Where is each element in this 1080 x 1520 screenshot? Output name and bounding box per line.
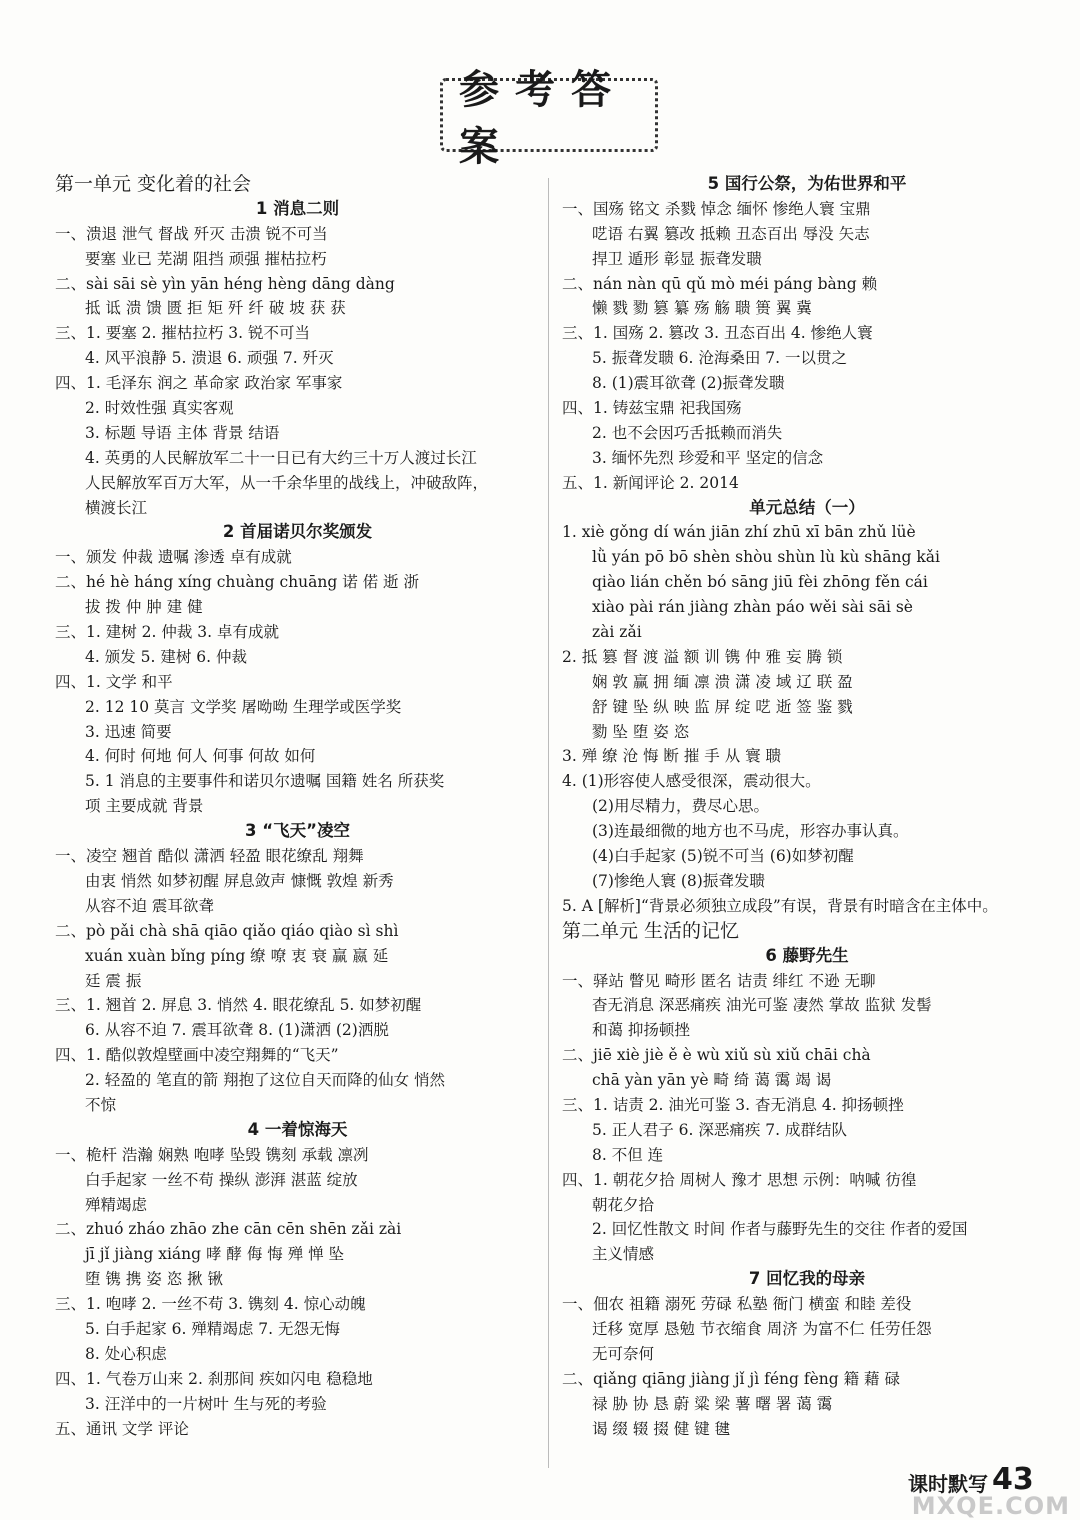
answer-line: 要塞 业已 芜湖 阻挡 顽强 摧枯拉朽 [85, 249, 327, 268]
answer-line: 二、hé hè háng xíng chuàng chuāng 诺 偌 逝 浙 [55, 573, 419, 592]
answer-line: 和蔼 抑扬顿挫 [592, 1021, 690, 1040]
answer-line: 8. 不但 连 [592, 1145, 664, 1164]
answer-line: 四、1. 气卷万山来 2. 刹那间 疾如闪电 稳稳地 [55, 1369, 373, 1388]
answer-line: 5. 1 消息的主要事件和诺贝尔遗嘱 国籍 姓名 所获奖 [85, 772, 445, 791]
answer-line: 拔 拨 仲 肿 建 健 [85, 598, 203, 617]
answer-line: 娴 敦 赢 拥 缅 凛 溃 潇 凌 域 辽 联 盈 [592, 672, 853, 691]
answer-line: 5. 白手起家 6. 殚精竭虑 7. 无怨无悔 [85, 1319, 341, 1338]
answer-line: 二、nán nàn qū qǔ mò méi páng bàng 赖 [562, 274, 878, 293]
answer-line: 堕 镌 携 姿 恣 揪 锹 [85, 1270, 224, 1289]
answer-line: 8. (1)震耳欲聋 (2)振聋发聩 [592, 374, 785, 393]
answer-line: 四、1. 铸兹宝鼎 祀我国殇 [562, 399, 742, 418]
answer-line: xuán xuàn bǐng píng 缭 嘹 衷 衰 赢 嬴 延 [85, 946, 389, 965]
answer-line: 朝花夕拾 [592, 1195, 655, 1214]
answer-line: 一、桅杆 浩瀚 娴熟 咆哮 坠毁 镌刻 承载 凛冽 [55, 1145, 369, 1164]
answer-line: 抵 诋 溃 馈 匮 拒 矩 歼 纤 破 坡 获 获 [85, 299, 346, 318]
answer-line: 2. 12 10 莫言 文学奖 屠呦呦 生理学或医学奖 [85, 697, 402, 716]
answer-line: 捍卫 遁形 彰显 振聋发聩 [592, 249, 762, 268]
answer-line: 4. 颁发 5. 建树 6. 仲裁 [85, 647, 248, 666]
watermark: MXQE.COM [911, 1492, 1070, 1520]
answer-line: 一、国殇 铭文 杀戮 悼念 缅怀 惨绝人寰 宝鼎 [562, 199, 871, 218]
answer-line: 四、1. 文学 和平 [55, 672, 173, 691]
answer-line: 4. 何时 何地 何人 何事 何故 如何 [85, 747, 316, 766]
answer-line: 由衷 悄然 如梦初醒 屏息敛声 慷慨 敦煌 新秀 [85, 871, 394, 890]
answer-line: 一、驿站 瞥见 畸形 匿名 诘责 绯红 不逊 无聊 [562, 971, 876, 990]
unit-heading: 第一单元 变化着的社会 [55, 173, 252, 195]
answer-line: 四、1. 朝花夕拾 周树人 豫才 思想 示例：呐喊 彷徨 [562, 1170, 917, 1189]
answer-line: 四、1. 酷似敦煌壁画中凌空翔舞的“飞天” [55, 1046, 339, 1065]
answer-line: 白手起家 一丝不苟 操纵 澎湃 湛蓝 绽放 [85, 1170, 358, 1189]
answer-line: 2. 抵 篡 督 渡 溢 额 训 镌 仲 雅 妄 腾 锁 [562, 647, 843, 666]
section-heading: 4 一着惊海天 [247, 1119, 348, 1139]
section-heading: 5 国行公祭，为佑世界和平 [707, 174, 907, 193]
answer-line: 2. 时效性强 真实客观 [85, 399, 234, 418]
answer-line: 二、qiǎng qiāng jiàng jǐ jì féng fèng 籍 藉 碌 [562, 1369, 900, 1388]
answer-line: zài zǎi [592, 623, 642, 642]
answer-line: 2. 轻盈的 笔直的箭 翔抱了这位自天而降的仙女 悄然 [85, 1071, 445, 1090]
answer-line: 二、pò pǎi chà shā qiāo qiǎo qiáo qiào sì shì [55, 921, 399, 940]
answer-line: 4. (1)形容使人感受很深，震动很大。 [562, 772, 821, 791]
answer-line: 从容不迫 震耳欲聋 [85, 896, 214, 915]
section-heading: 3 “飞天”凌空 [245, 821, 350, 841]
right-column [562, 172, 1052, 1441]
answer-line: (7)惨绝人寰 (8)振聋发聩 [592, 871, 765, 890]
answer-line: 3. 殚 缭 沧 悔 断 摧 手 从 寰 聩 [562, 747, 782, 766]
section-heading: 7 回忆我的母亲 [748, 1269, 866, 1289]
answer-line: 三、1. 咆哮 2. 一丝不苟 3. 镌刻 4. 惊心动魄 [55, 1295, 366, 1314]
answer-line: 殚精竭虑 [85, 1195, 148, 1214]
answer-line: 横渡长江 [85, 498, 148, 517]
answer-line: 主义情感 [592, 1245, 655, 1264]
answer-line: 呓语 右翼 篡改 抵赖 丑态百出 辱没 矢志 [592, 224, 870, 243]
answer-line: 无可奈何 [592, 1344, 655, 1363]
answer-line: 8. 处心积虑 [85, 1344, 167, 1363]
answer-line: 3. 汪洋中的一片树叶 生与死的考验 [85, 1394, 327, 1413]
answer-line: 三、1. 建树 2. 仲裁 3. 卓有成就 [55, 623, 280, 642]
section-heading: 单元总结（一） [749, 497, 865, 517]
page-title: 参考答案 [459, 67, 627, 170]
answer-line: (4)白手起家 (5)锐不可当 (6)如梦初醒 [592, 847, 854, 866]
answer-line: 人民解放军百万大军，从一千余华里的战线上，冲破敌阵， [85, 473, 489, 492]
answer-line: 6. 从容不迫 7. 震耳欲聋 8. (1)潇洒 (2)洒脱 [85, 1021, 389, 1040]
answer-line: 二、jiē xiè jiè ě è wù xiǔ sù xiǔ chāi chà [562, 1046, 871, 1065]
answer-line: 三、1. 诘责 2. 油光可鉴 3. 杳无消息 4. 抑扬顿挫 [562, 1095, 904, 1114]
answer-line: 5. 正人君子 6. 深恶痛疾 7. 成群结队 [592, 1120, 848, 1139]
unit-heading: 第二单元 生活的记忆 [562, 919, 740, 942]
answer-line: 四、1. 毛泽东 润之 革命家 政治家 军事家 [55, 374, 343, 393]
answer-line: chā yàn yān yè 畸 绮 蔼 霭 竭 谒 [592, 1071, 832, 1090]
page-title-box [440, 67, 658, 170]
answer-line: 舒 键 坠 纵 映 监 屏 绽 呓 逝 签 鉴 戮 [592, 697, 853, 716]
answer-line: jī jǐ jiàng xiáng 哮 酵 侮 悔 殚 惮 坠 [85, 1245, 345, 1264]
answer-line: 一、凌空 翘首 酷似 潇洒 轻盈 眼花缭乱 翔舞 [55, 847, 364, 866]
answer-line: 二、sài sāi sè yìn yān héng hèng dāng dàng [55, 274, 395, 293]
answer-line: 2. 回忆性散文 时间 作者与藤野先生的交往 作者的爱国 [592, 1220, 968, 1239]
answer-line: 懒 戮 勠 篡 纂 殇 觞 聩 篑 翼 冀 [592, 299, 812, 318]
answer-line: 一、佃农 祖籍 溺死 劳碌 私塾 衙门 横蛮 和睦 差役 [562, 1295, 912, 1314]
answer-line: 迁移 宽厚 恳勉 节衣缩食 周济 为富不仁 任劳任怨 [592, 1319, 932, 1338]
answer-line: 一、颁发 仲裁 遗嘱 渗透 卓有成就 [55, 548, 292, 567]
answer-line: 谒 缀 辍 掇 健 键 毽 [592, 1419, 731, 1438]
answer-line: 不惊 [85, 1095, 117, 1114]
answer-line: 一、溃退 泄气 督战 歼灭 击溃 锐不可当 [55, 224, 328, 243]
answer-line: 5. 振聋发聩 6. 沧海桑田 7. 一以贯之 [592, 349, 848, 368]
section-heading: 6 藤野先生 [765, 945, 849, 965]
answer-line: 3. 缅怀先烈 珍爱和平 坚定的信念 [592, 448, 824, 467]
page-number: 43 [992, 1462, 1034, 1497]
answer-line: 五、1. 新闻评论 2. 2014 [562, 473, 739, 492]
answer-line: lǜ yán pō bō shèn shòu shùn lù kù shāng kǎi [592, 548, 940, 567]
answer-line: 廷 震 振 [85, 971, 142, 990]
answer-line: 3. 标题 导语 主体 背景 结语 [85, 423, 280, 442]
answer-line: 五、通讯 文学 评论 [55, 1419, 189, 1438]
left-column [55, 172, 540, 1441]
answer-line: 杳无消息 深恶痛疾 油光可鉴 凄然 掌故 监狱 发髻 [592, 996, 932, 1015]
answer-line: 三、1. 国殇 2. 篡改 3. 丑态百出 4. 惨绝人寰 [562, 324, 873, 343]
answer-line: 三、1. 要塞 2. 摧枯拉朽 3. 锐不可当 [55, 324, 311, 343]
column-divider [548, 178, 549, 1468]
footer-brand: 课时默写 [908, 1472, 988, 1496]
section-heading: 2 首届诺贝尔奖颁发 [222, 522, 373, 542]
answer-line: 勠 坠 堕 姿 恣 [592, 722, 690, 741]
answer-line: 1. xiè gǒng dí wán jiān zhí zhū xī bān zhǔ lüè [562, 523, 916, 542]
answer-line: 4. 风平浪静 5. 溃退 6. 顽强 7. 歼灭 [85, 349, 334, 368]
answer-line: xiào pài rán jiàng zhàn páo wěi sài sāi sè [592, 598, 913, 617]
answer-line: 3. 迅速 简要 [85, 722, 172, 741]
answer-line: qiào lián chěn bó sāng jiū fèi zhōng fěn cái [592, 573, 928, 592]
answer-line: (2)用尽精力，费尽心思。 [592, 797, 769, 816]
section-heading: 1 消息二则 [255, 198, 340, 218]
answer-line: 项 主要成就 背景 [85, 797, 204, 816]
answer-line: 4. 英勇的人民解放军二十一日已有大约三十万人渡过长江 [85, 448, 477, 467]
answer-line: 三、1. 翘首 2. 屏息 3. 悄然 4. 眼花缭乱 5. 如梦初醒 [55, 996, 422, 1015]
answer-line: 2. 也不会因巧舌抵赖而消失 [592, 423, 783, 442]
answer-line: 5. A [解析]“背景必须独立成段”有误，背景有时暗含在主体中。 [562, 896, 998, 915]
answer-line: (3)连最细微的地方也不马虎，形容办事认真。 [592, 822, 909, 841]
answer-line: 二、zhuó zháo zhāo zhe cān cēn shēn zǎi zài [55, 1220, 402, 1239]
answer-line: 禄 胁 协 恳 蔚 粱 梁 薯 曙 署 蔼 霭 [592, 1394, 833, 1413]
